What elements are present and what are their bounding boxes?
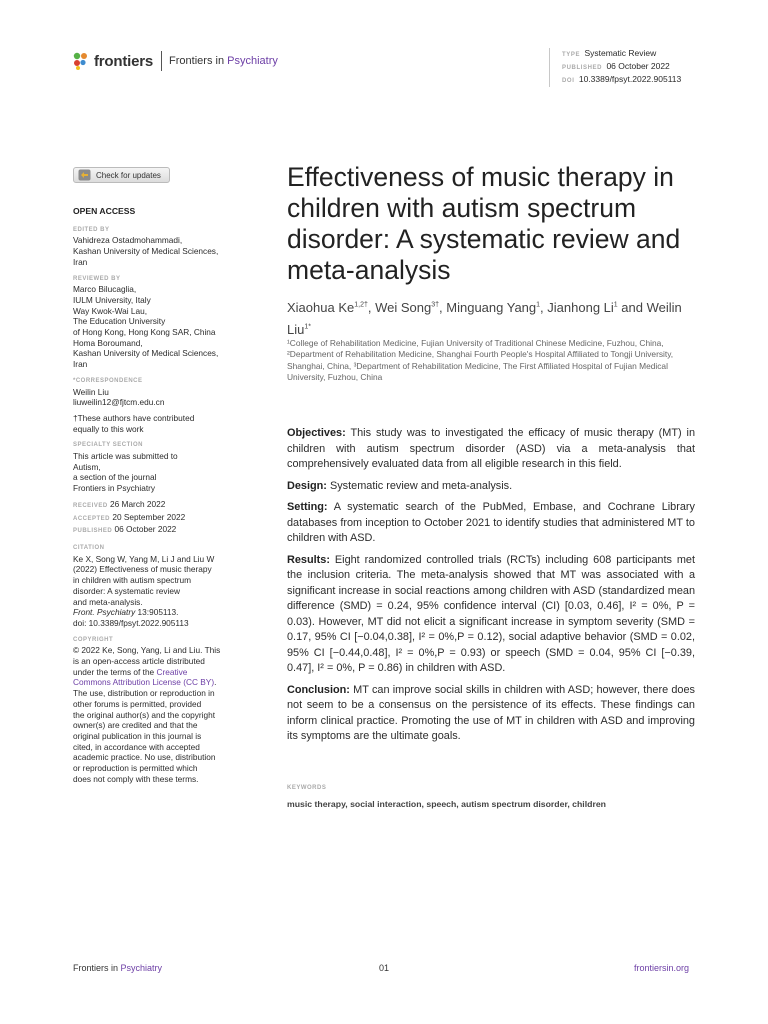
reviewer-line: of Hong Kong, Hong Kong SAR, China [73,327,216,338]
page-number: 01 [379,963,390,973]
reviewed-by-label: REVIEWED BY [73,275,121,282]
abstract-heading: Objectives: [287,427,346,439]
specialty-section [73,451,238,494]
frontiers-logo-icon [72,52,90,70]
author-list [287,296,707,339]
correspondence-name: Weilin Liu [73,386,109,397]
published-label: PUBLISHED [73,528,113,535]
author-name[interactable]: Weilin Liu [287,300,682,337]
abstract-setting [287,500,695,547]
citation-line: in children with autism spectrum [73,575,192,586]
author-sep: , [367,300,376,316]
sidebar [73,206,238,784]
copyright-text: under the terms of the [73,666,157,677]
article-meta [549,48,681,87]
citation-doi[interactable]: doi: 10.3389/fpsyt.2022.905113 [73,617,189,628]
type-label: TYPE [562,52,581,58]
author-name[interactable]: Jianhong Li [547,300,614,316]
published-label: PUBLISHED [562,65,603,71]
copyright-tail: . [214,677,217,688]
open-access-label: OPEN ACCESS [73,206,136,216]
footer-journal-name: Psychiatry [120,963,163,973]
edited-line: Kashan University of Medical Sciences, [73,246,219,257]
copyright-line: does not comply with these terms. [73,773,199,784]
citation-label: CITATION [73,544,105,551]
abstract-results [287,553,695,677]
received-value: 26 March 2022 [110,498,166,509]
published-value: 06 October 2022 [606,61,670,71]
accepted-label: ACCEPTED [73,515,111,522]
received-label: RECEIVED [73,502,108,509]
abstract-objectives [287,426,695,473]
accepted-value: 20 September 2022 [112,511,186,522]
author-affil: 3† [431,302,440,309]
author-name[interactable]: Wei Song [375,300,432,316]
edited-by-label: EDITED BY [73,226,110,233]
abstract-conclusion [287,683,695,745]
citation-line: (2022) Effectiveness of music therapy [73,564,212,575]
copyright-line: The use, distribution or reproduction in [73,688,215,699]
abstract-design [287,479,695,495]
citation [73,554,238,629]
specialty-line: Autism, [73,461,101,472]
published-date [73,524,238,537]
reviewer-line: The Education University [73,316,166,327]
specialty-label: SPECIALTY SECTION [73,442,143,449]
abstract-text: MT can improve social skills in children with ASD; however, there does not seem to be a consensus on the persistence of its effects. These findings can inform clinical practice. Promoting the use of MT in children with ASD and improving its symptoms are the ultimate goals. [287,683,695,742]
copyright-line: other forums is permitted, provided [73,698,202,709]
author [375,300,446,315]
footer-journal-prefix: Frontiers in [73,963,121,973]
citation-volume: 13:905113. [135,607,179,618]
author-affil: 1 [613,302,618,309]
copyright-line: or reproduction is permitted which [73,763,198,774]
author [287,300,375,315]
author-sep: and [617,300,647,316]
author [446,300,547,315]
correspondence [73,387,238,408]
citation-journal-line [73,607,238,618]
cc-license-link-2[interactable]: Commons Attribution License (CC BY) [73,677,215,688]
edited-line: Vahidreza Ostadmohammadi, [73,235,183,246]
published-value: 06 October 2022 [114,524,177,535]
citation-line: disorder: A systematic review [73,585,180,596]
author-name[interactable]: Xiaohua Ke [287,300,355,316]
reviewer-line: IULM University, Italy [73,294,151,305]
copyright-line: is an open-access article distributed [73,656,205,667]
reviewer-line: Iran [73,359,88,370]
note-line: equally to this work [73,423,144,434]
journal-name[interactable] [169,55,278,67]
copyright-line: © 2022 Ke, Song, Yang, Li and Liu. This [73,645,221,656]
frontiers-logo[interactable] [72,51,278,71]
reviewer-line: Kashan University of Medical Sciences, [73,348,219,359]
abstract [287,426,695,751]
meta-doi [562,74,681,87]
footer-journal[interactable] [73,963,162,973]
update-icon [78,169,91,181]
copyright-line: cited, in accordance with accepted [73,741,200,752]
cc-license-link[interactable]: Creative [156,666,188,677]
copyright [73,645,238,784]
author-affil: 1,2† [354,302,368,309]
reviewed-by [73,284,238,370]
copyright-line: original publication in this journal is [73,730,202,741]
edited-line: Iran [73,256,88,267]
abstract-text: Eight randomized controlled trials (RCTs) including 608 participants met the inclusion criteria. The meta-analysis showed that MT was associated with a significant increase in social reactions among children with ASD (standardized mean difference (SMD) = 0.24, 95% confidence interval (CI) [0.03, 0.46], I² = 0%, P = 0.03). However, MT did not elicit a significant increase in symptom severity (SMD = 0.17, 95% CI [−0.04,0.38], I² = 0%,P = 0.12), social adaptive behavior (SMD = 0.02, 95% CI [−0.44,0.48], I² = 0%,P = 0.93) or speech (SMD = 0.04, 95% CI [−0.39, 0.47], I² = 0%, P = 0.86) in children with ASD. [287,553,695,674]
author-affil: 1 [536,302,541,309]
specialty-line: This article was submitted to [73,451,178,462]
accepted-date [73,512,238,525]
affiliations: ¹College of Rehabilitation Medicine, Fujian University of Traditional Chinese Medicine, Fuzhou, China, ²Department of Rehabilitation Medicine, Shanghai Fourth People's Hospital Affiliated to Tongji University, Shanghai, China, ³Department of Rehabilitation Medicine, The First Affiliated Hospital of Fujian Medical University, Fuzhou, China [287,338,674,382]
correspondence-label: *CORRESPONDENCE [73,377,143,384]
citation-line: Ke X, Song W, Yang M, Li J and Liu W [73,553,215,564]
footer-site-link[interactable]: frontiersin.org [634,963,690,973]
abstract-heading: Conclusion: [287,683,350,696]
meta-type [562,48,681,61]
correspondence-email[interactable]: liuweilin12@fjtcm.edu.cn [73,397,165,408]
doi-value[interactable]: 10.3389/fpsyt.2022.905113 [578,74,682,84]
author-name[interactable]: Minguang Yang [446,300,537,316]
meta-published [562,61,681,74]
copyright-line [73,677,238,688]
abstract-heading: Design: [287,479,327,492]
keywords: music therapy, social interaction, speech, autism spectrum disorder, children [287,799,606,809]
equal-contribution-note [73,413,238,434]
author [547,300,646,315]
abstract-text: This study was to investigated the efficacy of music therapy (MT) in children with autism spectrum disorder (ASD) via a meta-analysis that comprehensively evaluated data from all eligible research in this field. [287,427,695,470]
type-value: Systematic Review [584,48,657,58]
specialty-line: a section of the journal [73,472,157,483]
reviewer-line: Marco Bilucaglia, [73,284,137,295]
check-for-updates-button[interactable] [73,167,170,183]
abstract-text: Systematic review and meta-analysis. [326,479,513,492]
author-sep: , [540,300,548,316]
note-line: †These authors have contributed [73,412,195,423]
reviewer-line: Homa Boroumand, [73,337,143,348]
edited-by [73,235,238,267]
abstract-heading: Results: [287,553,330,566]
journal-prefix: Frontiers in [169,55,228,67]
keywords-label: KEYWORDS [287,785,327,791]
copyright-line: the original author(s) and the copyright [73,709,216,720]
reviewer-line: Way Kwok-Wai Lau, [73,305,148,316]
check-for-updates-label: Check for updates [96,170,161,180]
frontiers-wordmark: frontiers [94,52,154,70]
article-title: Effectiveness of music therapy in children with autism spectrum disorder: A systematic review and meta-analysis [287,162,681,285]
author-sep: , [439,300,447,316]
logo-divider [161,51,162,71]
copyright-line: academic practice. No use, distribution [73,752,216,763]
citation-line: and meta-analysis. [73,596,143,607]
author-affil: 1* [304,323,311,331]
copyright-line: owner(s) are credited and that the [73,720,198,731]
copyright-label: COPYRIGHT [73,636,114,643]
received-date [73,499,238,512]
specialty-line: Frontiers in Psychiatry [73,483,156,494]
doi-label: DOI [562,78,575,84]
abstract-heading: Setting: [287,501,328,513]
citation-journal: Front. Psychiatry [73,607,136,618]
journal-title: Psychiatry [227,55,278,67]
abstract-text: A systematic search of the PubMed, Embase, and Cochrane Library databases from inception to October 2021 to identify studies that administered MT to children with ASD. [287,501,695,544]
copyright-line [73,667,238,678]
